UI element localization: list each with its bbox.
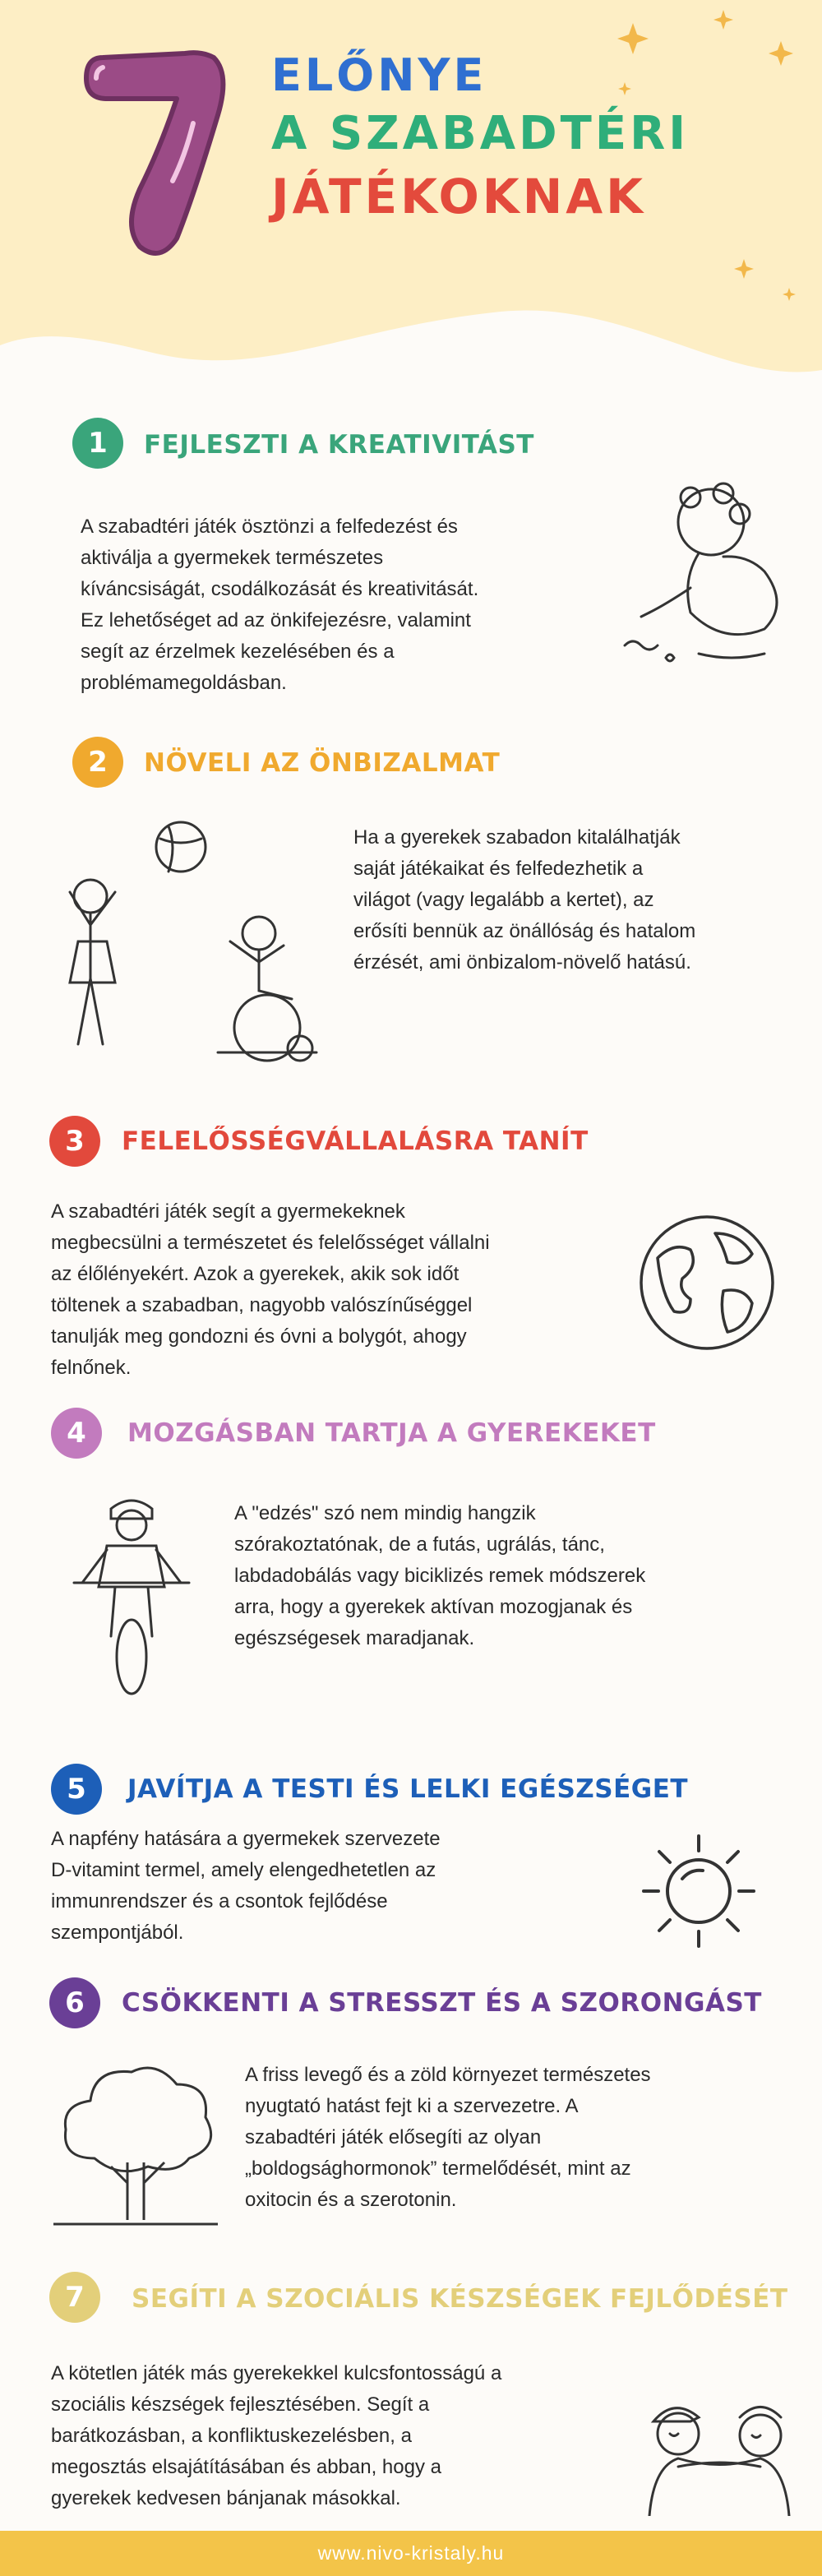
footer-url[interactable]: www.nivo-kristaly.hu (317, 2542, 505, 2564)
section-body-3: A szabadtéri játék segít a gyermekeknek megbecsülni a természetet és felelősséget vállalni az élőlényekért. Azok a gyerekek, akik sok időt töltenek a szabadban, nagyobb valószínűséggel tanulják meg gondozni és óvni a bolygót, ahogy felnőnek. (51, 1200, 490, 1379)
section-number-6: 6 (49, 1977, 100, 2028)
section-title-3: FELELŐSSÉGVÁLLALÁSRA TANÍT (122, 1126, 589, 1156)
globe-icon (633, 1209, 781, 1357)
kids-playing-ball-icon (53, 810, 333, 1073)
section-body-7: A kötetlen játék más gyerekekkel kulcsfontosságú a szociális készségek fejlesztésében. Segít a barátkozásban, a konfliktuskezelésben, a megosztás elsajátításában és abban, hogy a gyerekek kedvesen bánjanak másokkal. (51, 2362, 502, 2509)
section-number-1: 1 (72, 418, 123, 469)
big-number-seven (70, 33, 234, 271)
section-body-4: A "edzés" szó nem mindig hangzik szórakoztatónak, de a futás, ugrálás, tánc, labdadobálás vagy biciklizés remek módszerek arra, hogy a gyerekek aktívan mozogjanak és egészségesek maradjanak. (234, 1502, 646, 1649)
header-title-line3: JÁTÉKOKNAK (271, 169, 647, 224)
section-title-5: JAVÍTJA A TESTI ÉS LELKI EGÉSZSÉGET (127, 1774, 689, 1804)
header-title-line2: A SZABADTÉRI (271, 107, 690, 160)
girl-drawing-icon (600, 481, 797, 678)
section-body-1: A szabadtéri játék ösztönzi a felfedezést és aktiválja a gyermekek természetes kíváncsiságát, csodálkozását és kreativitását. Ez lehetőséget ad az önkifejezésre, valamint segít az érzelmek kezelésében és a problémamegoldásban. (81, 516, 479, 694)
section-title-6: CSÖKKENTI A STRESSZT ÉS A SZORONGÁST (122, 1988, 762, 2018)
footer (0, 2531, 822, 2576)
section-number-4: 4 (51, 1408, 102, 1459)
section-title-1: FEJLESZTI A KREATIVITÁST (144, 430, 534, 460)
section-number-2: 2 (72, 737, 123, 788)
header (0, 0, 822, 395)
header-title-line1: ELŐNYE (271, 49, 487, 101)
section-title-2: NÖVELI AZ ÖNBIZALMAT (144, 748, 501, 778)
section-number-3: 3 (49, 1116, 100, 1167)
svg-text:7: 7 (152, 189, 153, 190)
section-body-6: A friss levegő és a zöld környezet természetes nyugtató hatást fejt ki a szervezetre. A szabadtéri játék elősegíti az olyan „boldogsághormonok” termelődését, mint az oxitocin és a szerotonin. (245, 2064, 651, 2211)
tree-icon (45, 2060, 226, 2232)
section-body-5: A napfény hatására a gyermekek szervezete D-vitamint termel, amely elengedhetetlen az immunrendszer és a csontok fejlődése szempontjából. (51, 1828, 441, 1944)
section-number-7: 7 (49, 2272, 100, 2323)
section-title-7: SEGÍTI A SZOCIÁLIS KÉSZSÉGEK FEJLŐDÉSÉT (132, 2284, 788, 2314)
two-friends-icon (633, 2384, 806, 2516)
section-body-2: Ha a gyerekek szabadon kitalálhatják saját játékaikat és felfedezhetik a világot (vagy legalább a kertet), az erősíti bennük az önállóság és hatalom érzését, ami önbizalom-növelő hatású. (353, 826, 696, 974)
section-number-5: 5 (51, 1764, 102, 1815)
sun-icon (637, 1829, 760, 1953)
section-title-4: MOZGÁSBAN TARTJA A GYEREKEKET (127, 1418, 656, 1448)
child-on-bike-icon (58, 1488, 206, 1702)
